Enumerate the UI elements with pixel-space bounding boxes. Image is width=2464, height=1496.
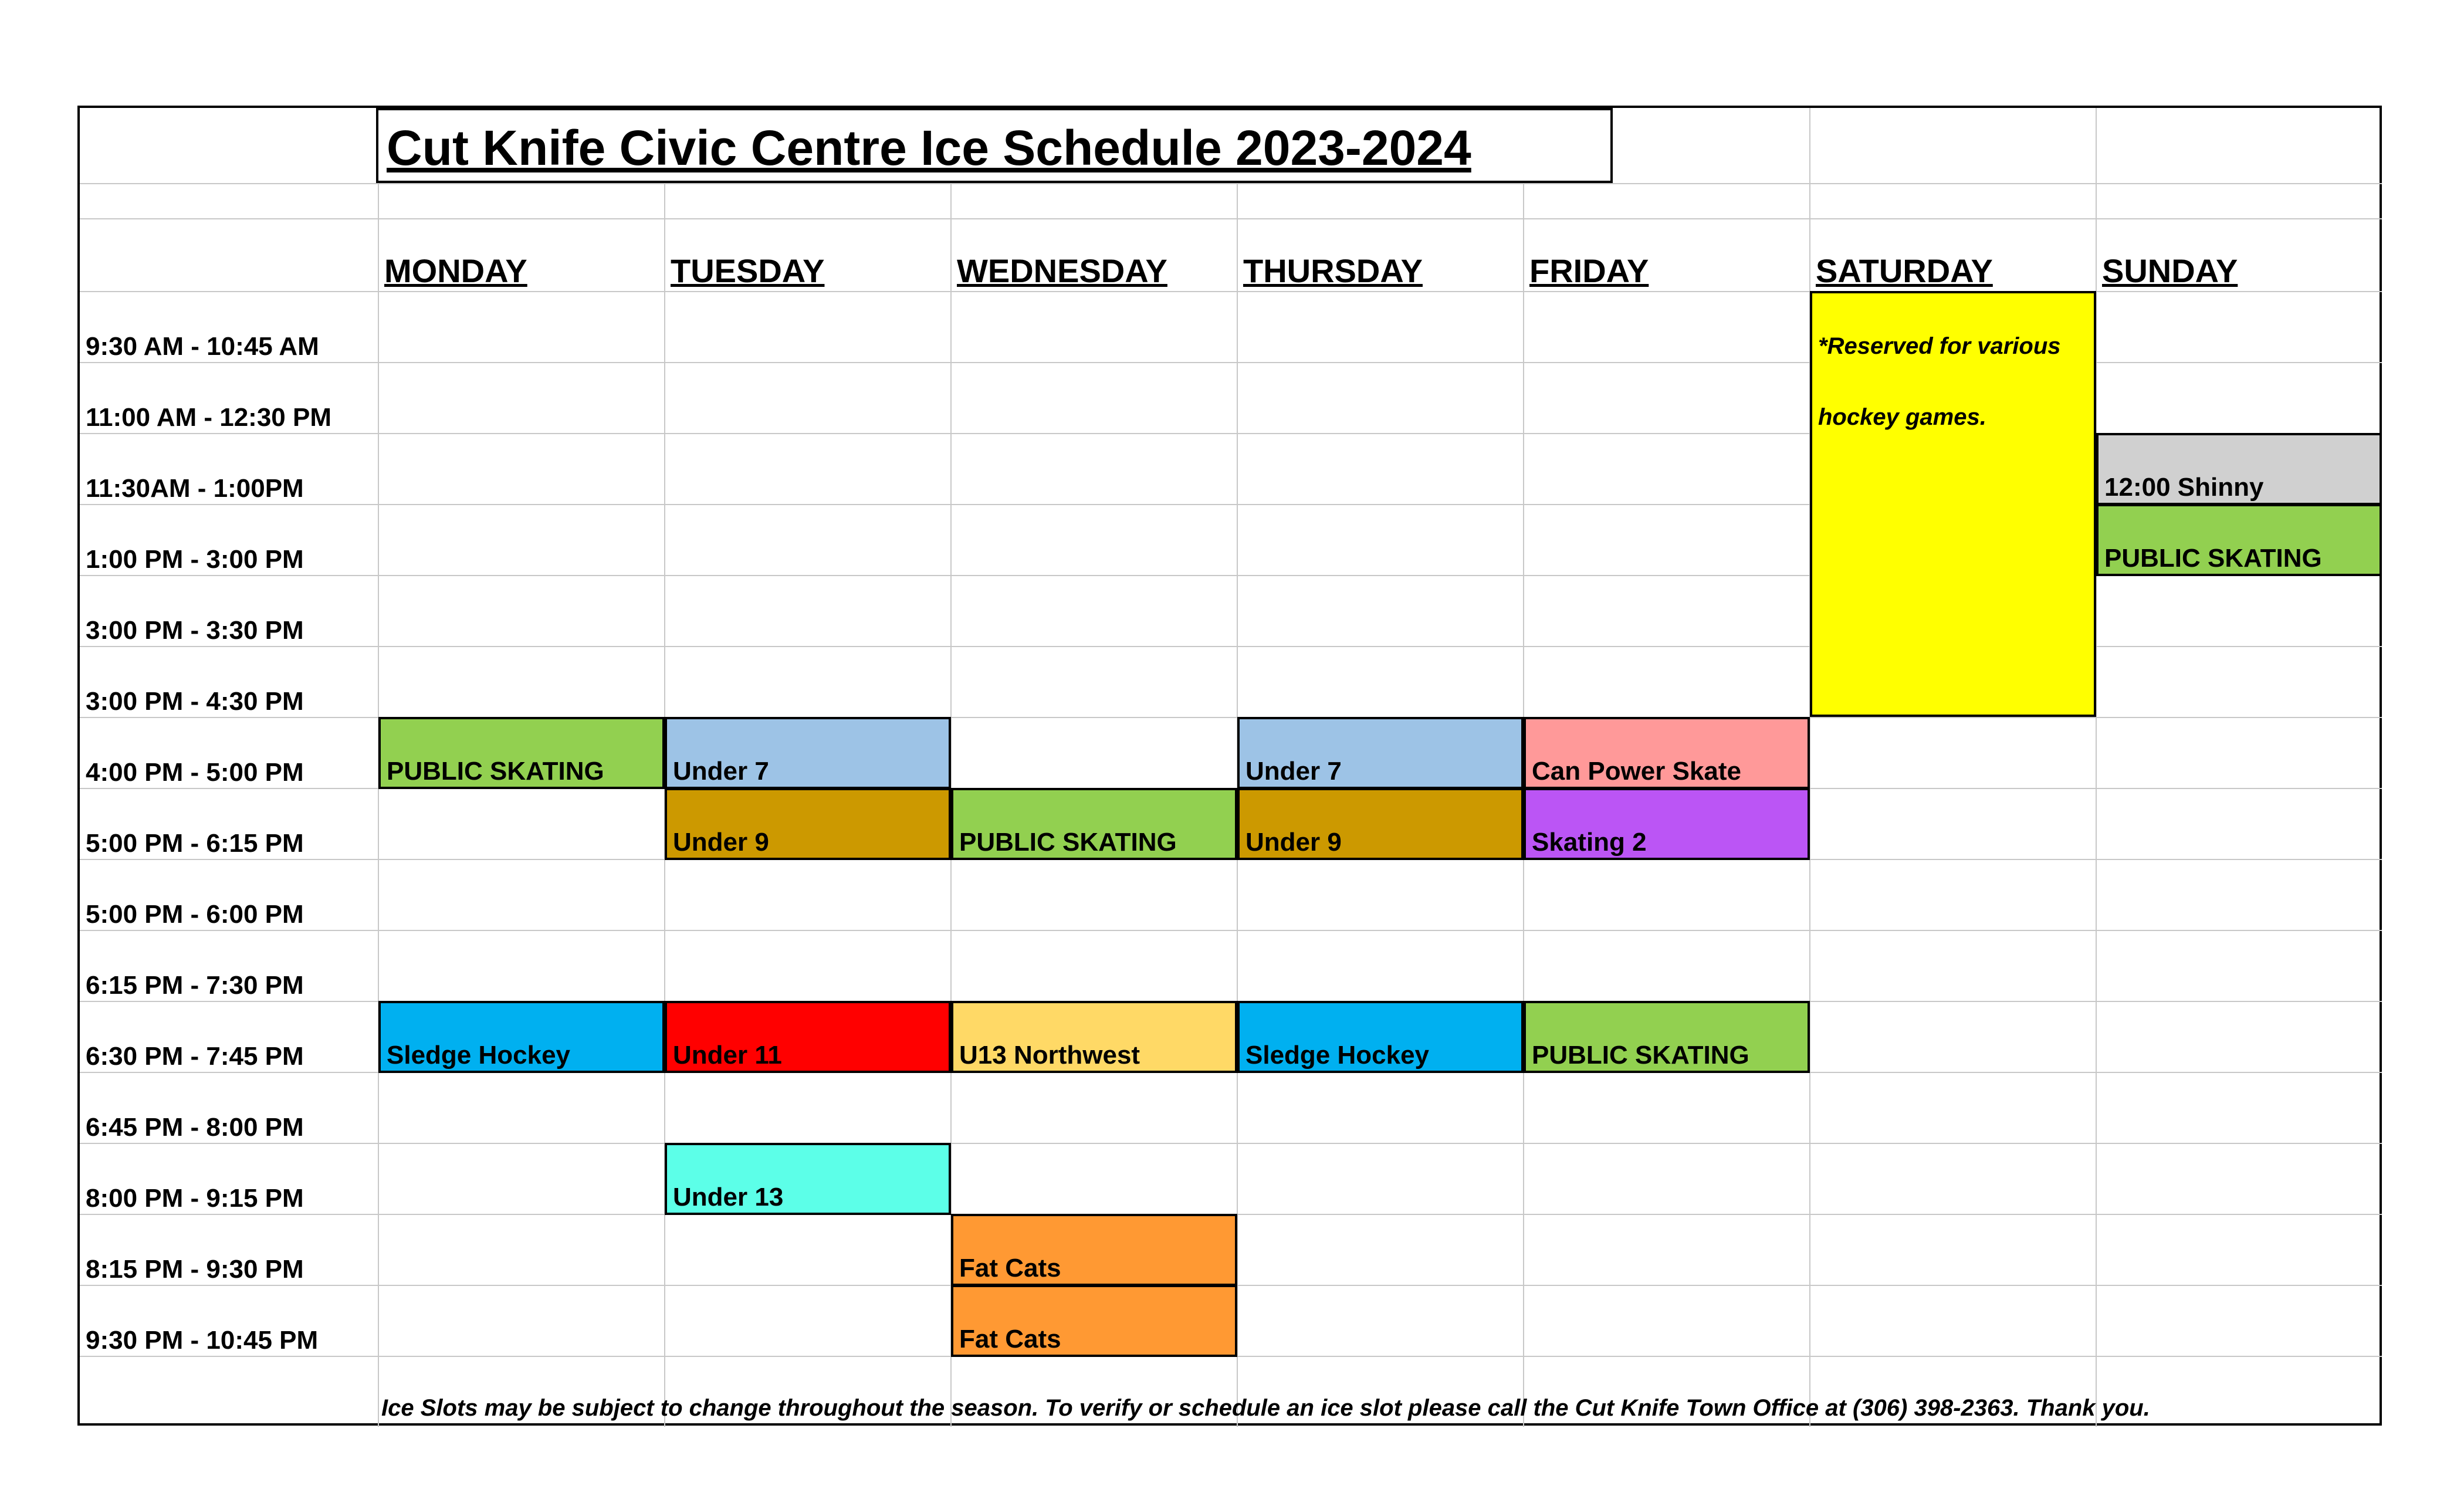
event-label: Sledge Hockey — [387, 1041, 571, 1069]
event-label: PUBLIC SKATING — [2104, 544, 2322, 573]
event-tue-under7 — [665, 717, 951, 789]
event-label: Fat Cats — [959, 1254, 1061, 1282]
time-slot-text: 5:00 PM - 6:15 PM — [86, 829, 304, 858]
event-thu-under9 — [1237, 788, 1524, 860]
page-title: Cut Knife Civic Centre Ice Schedule 2023-2024 — [387, 120, 1471, 175]
time-slot-label — [80, 646, 378, 717]
day-header-label: FRIDAY — [1529, 252, 1649, 289]
event-sun-shinny — [2096, 433, 2382, 505]
day-header-sunday — [2096, 218, 2382, 291]
time-slot-label — [80, 1143, 378, 1214]
time-slot-text: 8:00 PM - 9:15 PM — [86, 1184, 304, 1213]
time-slot-text: 5:00 PM - 6:00 PM — [86, 900, 304, 929]
time-slot-text: 4:00 PM - 5:00 PM — [86, 758, 304, 787]
event-label: 12:00 Shinny — [2104, 473, 2264, 502]
event-fri-public-skating — [1524, 1001, 1810, 1073]
event-label: Under 11 — [673, 1041, 782, 1069]
time-slot-text: 9:30 PM - 10:45 PM — [86, 1326, 319, 1355]
event-label: PUBLIC SKATING — [387, 757, 604, 786]
event-wed-u13-northwest — [951, 1001, 1237, 1073]
footer-note: Ice Slots may be subject to change throughout the season. To verify or schedule an ice slot please call the Cut Knife Town Office at (306) 398-2363. Thank you. — [381, 1395, 2150, 1421]
event-tue-under11 — [665, 1001, 951, 1073]
event-label: Fat Cats — [959, 1325, 1061, 1353]
day-header-wednesday — [951, 218, 1237, 291]
time-slot-text: 6:30 PM - 7:45 PM — [86, 1042, 304, 1071]
event-thu-under7 — [1237, 717, 1524, 789]
time-slot-label — [80, 788, 378, 859]
time-slot-text: 6:45 PM - 8:00 PM — [86, 1113, 304, 1142]
schedule-sheet — [77, 106, 2382, 1426]
time-slot-label — [80, 717, 378, 788]
grid-line — [80, 183, 2382, 184]
event-tue-under13 — [665, 1143, 951, 1215]
day-header-monday — [378, 218, 665, 291]
day-header-label: MONDAY — [384, 252, 527, 289]
day-header-label: TUESDAY — [671, 252, 825, 289]
time-slot-label — [80, 504, 378, 575]
day-header-friday — [1524, 218, 1810, 291]
time-slot-text: 11:30AM - 1:00PM — [86, 474, 304, 503]
day-header-saturday — [1810, 218, 2096, 291]
time-slot-label — [80, 433, 378, 504]
event-label: PUBLIC SKATING — [959, 828, 1177, 857]
event-mon-public-skating — [378, 717, 665, 789]
time-slot-text: 11:00 AM - 12:30 PM — [86, 403, 331, 432]
grid-line — [80, 930, 2382, 931]
time-slot-label — [80, 1285, 378, 1356]
day-header-thursday — [1237, 218, 1524, 291]
time-slot-text: 3:00 PM - 3:30 PM — [86, 616, 304, 645]
event-label: Under 9 — [673, 828, 769, 857]
day-header-label: SATURDAY — [1816, 252, 1993, 289]
time-slot-text: 8:15 PM - 9:30 PM — [86, 1255, 304, 1284]
event-label: PUBLIC SKATING — [1532, 1041, 1749, 1069]
day-header-label: SUNDAY — [2102, 252, 2238, 289]
event-label: Under 7 — [1245, 757, 1342, 786]
event-thu-sledge-hockey — [1237, 1001, 1524, 1073]
event-label: Skating 2 — [1532, 828, 1647, 857]
event-tue-under9 — [665, 788, 951, 860]
day-header-label: WEDNESDAY — [957, 252, 1167, 289]
time-slot-label — [80, 1072, 378, 1143]
event-label: Can Power Skate — [1532, 757, 1742, 786]
time-slot-text: 6:15 PM - 7:30 PM — [86, 971, 304, 1000]
time-slot-label — [80, 859, 378, 930]
event-label: Under 13 — [673, 1183, 784, 1211]
time-slot-label — [80, 575, 378, 646]
grid-line — [80, 1143, 2382, 1144]
event-sun-public-skating — [2096, 504, 2382, 576]
saturday-reserved-block — [1810, 291, 2096, 717]
day-header-tuesday — [665, 218, 951, 291]
event-wed-public-skating — [951, 788, 1237, 860]
time-slot-text: 1:00 PM - 3:00 PM — [86, 545, 304, 574]
event-label: U13 Northwest — [959, 1041, 1140, 1069]
saturday-note-line1: *Reserved for various — [1818, 333, 2061, 359]
event-fri-can-power-skate — [1524, 717, 1810, 789]
event-wed-fat-cats-2 — [951, 1285, 1237, 1357]
title-box — [376, 108, 1613, 183]
time-slot-label — [80, 291, 378, 362]
event-label: Sledge Hockey — [1245, 1041, 1430, 1069]
event-fri-skating2 — [1524, 788, 1810, 860]
event-label: Under 9 — [1245, 828, 1342, 857]
time-slot-label — [80, 1001, 378, 1072]
event-label: Under 7 — [673, 757, 769, 786]
time-slot-label — [80, 1214, 378, 1285]
saturday-note-line2: hockey games. — [1818, 404, 1986, 430]
event-mon-sledge-hockey — [378, 1001, 665, 1073]
time-slot-text: 9:30 AM - 10:45 AM — [86, 332, 319, 361]
time-slot-text: 3:00 PM - 4:30 PM — [86, 687, 304, 716]
event-wed-fat-cats-1 — [951, 1214, 1237, 1286]
day-header-label: THURSDAY — [1243, 252, 1423, 289]
time-slot-label — [80, 362, 378, 433]
time-slot-label — [80, 930, 378, 1001]
